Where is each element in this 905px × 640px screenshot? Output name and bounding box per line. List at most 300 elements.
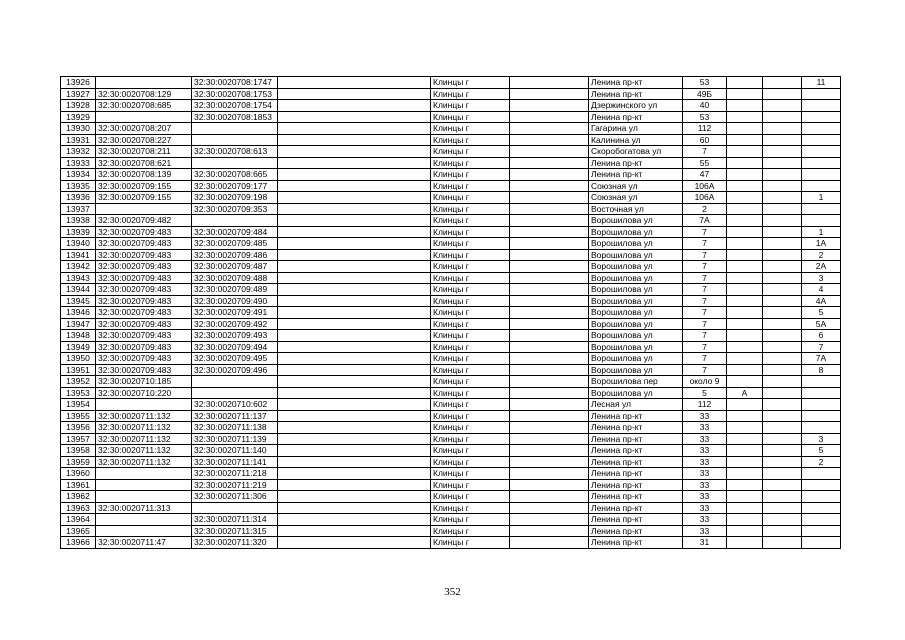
- apartment-number-cell: [802, 399, 841, 411]
- street-cell: Гагарина ул: [589, 123, 683, 135]
- table-row: [61, 330, 841, 342]
- building-letter-cell: [727, 399, 763, 411]
- blank-col-b-cell: [510, 514, 589, 526]
- cadastral-number-cell: [192, 215, 278, 227]
- blank-col-c-cell: [763, 88, 802, 100]
- city-cell: Клинцы г: [431, 514, 510, 526]
- apartment-number-cell: 3: [802, 433, 841, 445]
- blank-col-a-cell: [278, 502, 431, 514]
- building-letter-cell: [727, 157, 763, 169]
- row-number-cell: 13937: [61, 203, 96, 215]
- house-number-cell: 7: [683, 307, 727, 319]
- house-number-cell: 7: [683, 272, 727, 284]
- table-row: [61, 433, 841, 445]
- blank-col-a-cell: [278, 157, 431, 169]
- blank-col-c-cell: [763, 100, 802, 112]
- row-number-cell: 13963: [61, 502, 96, 514]
- cadastral-number-cell: 32:30:0020708:1747: [192, 77, 278, 89]
- apartment-number-cell: [802, 387, 841, 399]
- blank-col-b-cell: [510, 341, 589, 353]
- blank-col-a-cell: [278, 134, 431, 146]
- house-number-cell: 7: [683, 330, 727, 342]
- table-row: [61, 445, 841, 457]
- house-number-cell: 7: [683, 341, 727, 353]
- street-cell: Калинина ул: [589, 134, 683, 146]
- primary-cadastral-number-cell: [96, 479, 192, 491]
- table-row: [61, 88, 841, 100]
- house-number-cell: 40: [683, 100, 727, 112]
- primary-cadastral-number-cell: 32:30:0020710:220: [96, 387, 192, 399]
- blank-col-a-cell: [278, 479, 431, 491]
- blank-col-a-cell: [278, 272, 431, 284]
- street-cell: Ворошилова ул: [589, 284, 683, 296]
- blank-col-c-cell: [763, 537, 802, 549]
- table-row: [61, 387, 841, 399]
- city-cell: Клинцы г: [431, 364, 510, 376]
- primary-cadastral-number-cell: 32:30:0020711:132: [96, 433, 192, 445]
- row-number-cell: 13957: [61, 433, 96, 445]
- cadastral-number-cell: 32:30:0020709:491: [192, 307, 278, 319]
- blank-col-c-cell: [763, 272, 802, 284]
- apartment-number-cell: 5А: [802, 318, 841, 330]
- cadastral-number-cell: 32:30:0020708:613: [192, 146, 278, 158]
- city-cell: Клинцы г: [431, 353, 510, 365]
- primary-cadastral-number-cell: 32:30:0020711:313: [96, 502, 192, 514]
- city-cell: Клинцы г: [431, 226, 510, 238]
- blank-col-c-cell: [763, 514, 802, 526]
- building-letter-cell: [727, 479, 763, 491]
- city-cell: Клинцы г: [431, 215, 510, 227]
- building-letter-cell: [727, 502, 763, 514]
- blank-col-b-cell: [510, 364, 589, 376]
- house-number-cell: 33: [683, 514, 727, 526]
- blank-col-c-cell: [763, 491, 802, 503]
- city-cell: Клинцы г: [431, 180, 510, 192]
- house-number-cell: 49Б: [683, 88, 727, 100]
- blank-col-a-cell: [278, 525, 431, 537]
- apartment-number-cell: [802, 468, 841, 480]
- blank-col-b-cell: [510, 295, 589, 307]
- apartment-number-cell: [802, 157, 841, 169]
- blank-col-c-cell: [763, 330, 802, 342]
- building-letter-cell: [727, 272, 763, 284]
- blank-col-a-cell: [278, 180, 431, 192]
- blank-col-b-cell: [510, 422, 589, 434]
- building-letter-cell: [727, 491, 763, 503]
- blank-col-b-cell: [510, 387, 589, 399]
- street-cell: Союзная ул: [589, 192, 683, 204]
- cadastral-number-cell: 32:30:0020708:665: [192, 169, 278, 181]
- city-cell: Клинцы г: [431, 387, 510, 399]
- apartment-number-cell: 8: [802, 364, 841, 376]
- table-row: [61, 169, 841, 181]
- blank-col-a-cell: [278, 422, 431, 434]
- apartment-number-cell: [802, 502, 841, 514]
- house-number-cell: 53: [683, 77, 727, 89]
- apartment-number-cell: 1: [802, 226, 841, 238]
- row-number-cell: 13951: [61, 364, 96, 376]
- blank-col-b-cell: [510, 318, 589, 330]
- blank-col-a-cell: [278, 514, 431, 526]
- blank-col-a-cell: [278, 468, 431, 480]
- building-letter-cell: [727, 525, 763, 537]
- house-number-cell: 60: [683, 134, 727, 146]
- row-number-cell: 13943: [61, 272, 96, 284]
- blank-col-a-cell: [278, 249, 431, 261]
- row-number-cell: 13939: [61, 226, 96, 238]
- blank-col-a-cell: [278, 88, 431, 100]
- street-cell: Восточная ул: [589, 203, 683, 215]
- row-number-cell: 13927: [61, 88, 96, 100]
- street-cell: Ворошилова ул: [589, 215, 683, 227]
- house-number-cell: 33: [683, 456, 727, 468]
- street-cell: Ленина пр-кт: [589, 169, 683, 181]
- cadastral-number-cell: 32:30:0020711:218: [192, 468, 278, 480]
- table-row: [61, 180, 841, 192]
- city-cell: Клинцы г: [431, 192, 510, 204]
- table-row: [61, 364, 841, 376]
- street-cell: Ворошилова ул: [589, 295, 683, 307]
- primary-cadastral-number-cell: 32:30:0020708:685: [96, 100, 192, 112]
- row-number-cell: 13949: [61, 341, 96, 353]
- row-number-cell: 13941: [61, 249, 96, 261]
- apartment-number-cell: 1А: [802, 238, 841, 250]
- blank-col-c-cell: [763, 226, 802, 238]
- building-letter-cell: [727, 445, 763, 457]
- house-number-cell: 31: [683, 537, 727, 549]
- row-number-cell: 13962: [61, 491, 96, 503]
- cadastral-number-cell: 32:30:0020709:496: [192, 364, 278, 376]
- street-cell: Ворошилова ул: [589, 249, 683, 261]
- building-letter-cell: [727, 307, 763, 319]
- primary-cadastral-number-cell: 32:30:0020709:483: [96, 249, 192, 261]
- row-number-cell: 13935: [61, 180, 96, 192]
- building-letter-cell: [727, 514, 763, 526]
- table-row: [61, 491, 841, 503]
- page-number: 352: [444, 586, 461, 598]
- table-row: [61, 123, 841, 135]
- apartment-number-cell: [802, 525, 841, 537]
- row-number-cell: 13952: [61, 376, 96, 388]
- city-cell: Клинцы г: [431, 330, 510, 342]
- street-cell: Ворошилова ул: [589, 318, 683, 330]
- primary-cadastral-number-cell: 32:30:0020709:483: [96, 295, 192, 307]
- apartment-number-cell: [802, 146, 841, 158]
- street-cell: Ленина пр-кт: [589, 537, 683, 549]
- cadastral-number-cell: 32:30:0020709:494: [192, 341, 278, 353]
- table-row: [61, 295, 841, 307]
- primary-cadastral-number-cell: [96, 468, 192, 480]
- blank-col-a-cell: [278, 203, 431, 215]
- building-letter-cell: [727, 410, 763, 422]
- blank-col-a-cell: [278, 123, 431, 135]
- table-row: [61, 456, 841, 468]
- blank-col-a-cell: [278, 456, 431, 468]
- house-number-cell: 7: [683, 364, 727, 376]
- house-number-cell: 7: [683, 249, 727, 261]
- cadastral-number-cell: 32:30:0020709:485: [192, 238, 278, 250]
- table-row: [61, 249, 841, 261]
- cadastral-number-cell: 32:30:0020708:1754: [192, 100, 278, 112]
- blank-col-c-cell: [763, 295, 802, 307]
- street-cell: Ленина пр-кт: [589, 433, 683, 445]
- street-cell: Ленина пр-кт: [589, 410, 683, 422]
- cadastral-number-cell: 32:30:0020710:602: [192, 399, 278, 411]
- primary-cadastral-number-cell: 32:30:0020708:129: [96, 88, 192, 100]
- table-row: [61, 318, 841, 330]
- primary-cadastral-number-cell: [96, 514, 192, 526]
- primary-cadastral-number-cell: 32:30:0020709:483: [96, 238, 192, 250]
- apartment-number-cell: 2А: [802, 261, 841, 273]
- blank-col-b-cell: [510, 192, 589, 204]
- blank-col-b-cell: [510, 226, 589, 238]
- primary-cadastral-number-cell: 32:30:0020711:132: [96, 456, 192, 468]
- building-letter-cell: [727, 169, 763, 181]
- primary-cadastral-number-cell: 32:30:0020711:132: [96, 410, 192, 422]
- blank-col-c-cell: [763, 180, 802, 192]
- city-cell: Клинцы г: [431, 399, 510, 411]
- city-cell: Клинцы г: [431, 376, 510, 388]
- blank-col-b-cell: [510, 157, 589, 169]
- apartment-number-cell: [802, 111, 841, 123]
- street-cell: Ленина пр-кт: [589, 157, 683, 169]
- apartment-number-cell: [802, 537, 841, 549]
- street-cell: Ворошилова ул: [589, 353, 683, 365]
- house-number-cell: 33: [683, 479, 727, 491]
- building-letter-cell: [727, 123, 763, 135]
- primary-cadastral-number-cell: 32:30:0020711:47: [96, 537, 192, 549]
- street-cell: Ленина пр-кт: [589, 468, 683, 480]
- building-letter-cell: [727, 180, 763, 192]
- house-number-cell: 106А: [683, 192, 727, 204]
- blank-col-b-cell: [510, 330, 589, 342]
- apartment-number-cell: 3: [802, 272, 841, 284]
- table-row: [61, 100, 841, 112]
- blank-col-c-cell: [763, 525, 802, 537]
- blank-col-a-cell: [278, 226, 431, 238]
- apartment-number-cell: [802, 88, 841, 100]
- cadastral-number-cell: 32:30:0020709:487: [192, 261, 278, 273]
- row-number-cell: 13964: [61, 514, 96, 526]
- table-row: [61, 479, 841, 491]
- street-cell: Ленина пр-кт: [589, 456, 683, 468]
- row-number-cell: 13933: [61, 157, 96, 169]
- street-cell: Ворошилова ул: [589, 307, 683, 319]
- primary-cadastral-number-cell: 32:30:0020708:139: [96, 169, 192, 181]
- row-number-cell: 13958: [61, 445, 96, 457]
- city-cell: Клинцы г: [431, 491, 510, 503]
- blank-col-b-cell: [510, 272, 589, 284]
- building-letter-cell: [727, 364, 763, 376]
- row-number-cell: 13961: [61, 479, 96, 491]
- house-number-cell: 7: [683, 295, 727, 307]
- row-number-cell: 13930: [61, 123, 96, 135]
- blank-col-c-cell: [763, 261, 802, 273]
- apartment-number-cell: 4А: [802, 295, 841, 307]
- row-number-cell: 13954: [61, 399, 96, 411]
- table-row: [61, 238, 841, 250]
- blank-col-b-cell: [510, 399, 589, 411]
- city-cell: Клинцы г: [431, 157, 510, 169]
- blank-col-b-cell: [510, 433, 589, 445]
- cadastral-number-cell: 32:30:0020709:486: [192, 249, 278, 261]
- house-number-cell: 7: [683, 261, 727, 273]
- blank-col-a-cell: [278, 307, 431, 319]
- apartment-number-cell: 4: [802, 284, 841, 296]
- blank-col-c-cell: [763, 502, 802, 514]
- blank-col-c-cell: [763, 433, 802, 445]
- blank-col-b-cell: [510, 203, 589, 215]
- city-cell: Клинцы г: [431, 525, 510, 537]
- cadastral-number-cell: [192, 134, 278, 146]
- city-cell: Клинцы г: [431, 111, 510, 123]
- cadastral-number-cell: 32:30:0020711:315: [192, 525, 278, 537]
- table-row: [61, 422, 841, 434]
- blank-col-b-cell: [510, 249, 589, 261]
- blank-col-b-cell: [510, 261, 589, 273]
- blank-col-a-cell: [278, 445, 431, 457]
- blank-col-c-cell: [763, 376, 802, 388]
- blank-col-c-cell: [763, 422, 802, 434]
- building-letter-cell: [727, 77, 763, 89]
- city-cell: Клинцы г: [431, 249, 510, 261]
- primary-cadastral-number-cell: [96, 491, 192, 503]
- primary-cadastral-number-cell: 32:30:0020709:483: [96, 272, 192, 284]
- building-letter-cell: [727, 100, 763, 112]
- building-letter-cell: [727, 433, 763, 445]
- blank-col-c-cell: [763, 468, 802, 480]
- city-cell: Клинцы г: [431, 422, 510, 434]
- row-number-cell: 13946: [61, 307, 96, 319]
- primary-cadastral-number-cell: 32:30:0020711:132: [96, 445, 192, 457]
- house-number-cell: 7: [683, 284, 727, 296]
- cadastral-number-cell: 32:30:0020711:137: [192, 410, 278, 422]
- street-cell: Ленина пр-кт: [589, 525, 683, 537]
- blank-col-b-cell: [510, 146, 589, 158]
- primary-cadastral-number-cell: 32:30:0020709:483: [96, 307, 192, 319]
- table-row: [61, 468, 841, 480]
- street-cell: Ленина пр-кт: [589, 479, 683, 491]
- cadastral-number-cell: 32:30:0020709:488: [192, 272, 278, 284]
- house-number-cell: 33: [683, 525, 727, 537]
- table-row: [61, 203, 841, 215]
- blank-col-c-cell: [763, 146, 802, 158]
- building-letter-cell: [727, 203, 763, 215]
- blank-col-c-cell: [763, 318, 802, 330]
- table-row: [61, 341, 841, 353]
- cadastral-number-cell: [192, 387, 278, 399]
- primary-cadastral-number-cell: 32:30:0020708:207: [96, 123, 192, 135]
- blank-col-c-cell: [763, 238, 802, 250]
- blank-col-a-cell: [278, 146, 431, 158]
- primary-cadastral-number-cell: [96, 399, 192, 411]
- blank-col-c-cell: [763, 157, 802, 169]
- apartment-number-cell: 5: [802, 445, 841, 457]
- apartment-number-cell: [802, 100, 841, 112]
- blank-col-a-cell: [278, 284, 431, 296]
- primary-cadastral-number-cell: 32:30:0020709:483: [96, 226, 192, 238]
- street-cell: Ворошилова пер: [589, 376, 683, 388]
- city-cell: Клинцы г: [431, 272, 510, 284]
- blank-col-a-cell: [278, 261, 431, 273]
- city-cell: Клинцы г: [431, 410, 510, 422]
- table-row: [61, 537, 841, 549]
- table-row: [61, 502, 841, 514]
- street-cell: Скоробогатова ул: [589, 146, 683, 158]
- street-cell: Лесная ул: [589, 399, 683, 411]
- blank-col-c-cell: [763, 203, 802, 215]
- cadastral-number-cell: 32:30:0020711:138: [192, 422, 278, 434]
- row-number-cell: 13936: [61, 192, 96, 204]
- blank-col-b-cell: [510, 284, 589, 296]
- table-row: [61, 146, 841, 158]
- apartment-number-cell: [802, 514, 841, 526]
- blank-col-b-cell: [510, 502, 589, 514]
- city-cell: Клинцы г: [431, 203, 510, 215]
- blank-col-c-cell: [763, 77, 802, 89]
- building-letter-cell: [727, 146, 763, 158]
- cadastral-number-cell: 32:30:0020711:140: [192, 445, 278, 457]
- house-number-cell: 106А: [683, 180, 727, 192]
- row-number-cell: 13966: [61, 537, 96, 549]
- apartment-number-cell: [802, 134, 841, 146]
- city-cell: Клинцы г: [431, 307, 510, 319]
- table-row: [61, 192, 841, 204]
- blank-col-b-cell: [510, 111, 589, 123]
- house-number-cell: 5: [683, 387, 727, 399]
- row-number-cell: 13928: [61, 100, 96, 112]
- table-row: [61, 399, 841, 411]
- city-cell: Клинцы г: [431, 468, 510, 480]
- table-row: [61, 261, 841, 273]
- row-number-cell: 13926: [61, 77, 96, 89]
- blank-col-b-cell: [510, 491, 589, 503]
- building-letter-cell: [727, 318, 763, 330]
- house-number-cell: 7: [683, 226, 727, 238]
- cadastral-number-cell: 32:30:0020709:177: [192, 180, 278, 192]
- apartment-number-cell: 6: [802, 330, 841, 342]
- building-letter-cell: [727, 376, 763, 388]
- street-cell: Ворошилова ул: [589, 272, 683, 284]
- city-cell: Клинцы г: [431, 88, 510, 100]
- blank-col-b-cell: [510, 215, 589, 227]
- city-cell: Клинцы г: [431, 502, 510, 514]
- row-number-cell: 13947: [61, 318, 96, 330]
- table-row: [61, 284, 841, 296]
- blank-col-c-cell: [763, 111, 802, 123]
- cadastral-number-cell: 32:30:0020709:495: [192, 353, 278, 365]
- apartment-number-cell: 2: [802, 249, 841, 261]
- apartment-number-cell: [802, 422, 841, 434]
- building-letter-cell: [727, 284, 763, 296]
- blank-col-a-cell: [278, 364, 431, 376]
- city-cell: Клинцы г: [431, 100, 510, 112]
- blank-col-b-cell: [510, 410, 589, 422]
- table-row: [61, 514, 841, 526]
- blank-col-c-cell: [763, 445, 802, 457]
- blank-col-c-cell: [763, 456, 802, 468]
- blank-col-b-cell: [510, 77, 589, 89]
- city-cell: Клинцы г: [431, 318, 510, 330]
- primary-cadastral-number-cell: 32:30:0020709:483: [96, 353, 192, 365]
- blank-col-a-cell: [278, 318, 431, 330]
- row-number-cell: 13948: [61, 330, 96, 342]
- blank-col-a-cell: [278, 100, 431, 112]
- building-letter-cell: [727, 215, 763, 227]
- cadastral-number-cell: 32:30:0020711:139: [192, 433, 278, 445]
- apartment-number-cell: 5: [802, 307, 841, 319]
- registry-body: [61, 77, 841, 549]
